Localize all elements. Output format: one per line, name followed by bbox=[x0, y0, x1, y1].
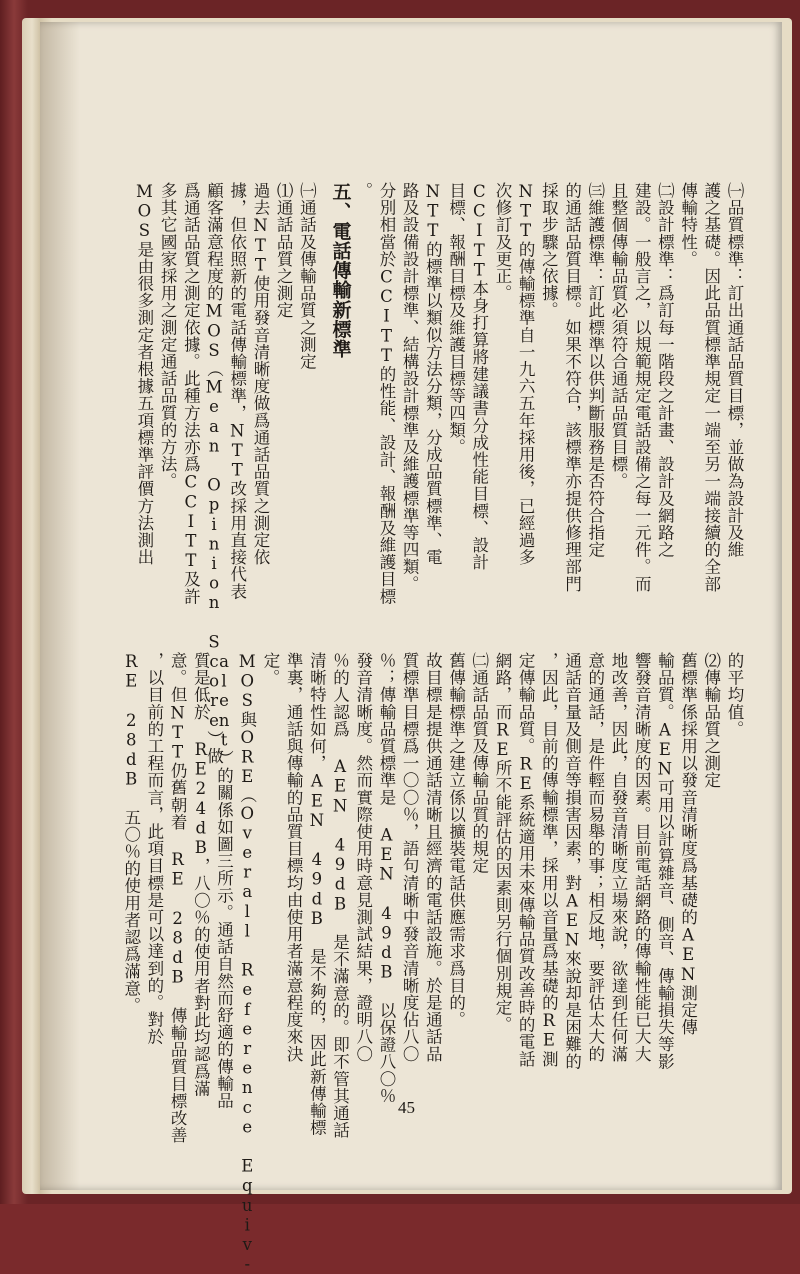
text-column: 過去NTT使用發音清晰度做爲通話品質之測定依 bbox=[250, 182, 270, 566]
text-column: 定。 bbox=[260, 652, 280, 687]
text-column: 網路，而RE所不能評估的因素則另行個別規定。 bbox=[492, 652, 512, 1034]
text-column: 分別相當於CCITT的性能、設計、報酬及維護目標 bbox=[376, 182, 396, 605]
text-column: MOS是由很多測定者根據五項標準評價方法測出 bbox=[134, 182, 154, 566]
page-number: 45 bbox=[398, 1098, 415, 1117]
text-column: 輸品質。AEN可用以計算雜音、側音、傳輸損失等影 bbox=[655, 652, 675, 1070]
text-column: 目標、報酬目標及維護目標等四類。 bbox=[446, 182, 466, 456]
text-column: 顧客滿意程度的MOS（Mean Opinion Score）做 bbox=[204, 182, 224, 765]
text-column: ，以目前的工程而言，此項目標是可以達到的。對於 bbox=[144, 652, 164, 1046]
text-column: 地改善，因此，自發音清晰度立場來說，欲達到任何滿 bbox=[608, 652, 628, 1063]
text-column: 質標準目標爲一〇〇％，語句清晰中發音清晰度佔八〇 bbox=[400, 652, 420, 1063]
text-column: 且整個傳輸品質必須符合通話品質目標。 bbox=[608, 182, 628, 490]
text-column: 通話音量及側音等損害因素，對AEN來說却是困難的 bbox=[562, 652, 582, 1070]
text-column: 。 bbox=[353, 182, 373, 200]
text-column: 舊傳輸標準之建立係以擴裝電話供應需求爲目的。 bbox=[446, 652, 466, 1029]
text-column: 傳輸特性。 bbox=[678, 182, 698, 268]
text-column: RE 28dB 五〇％的使用者認爲滿意。 bbox=[121, 652, 141, 1014]
subsection-heading: ㈠通話及傳輸品質之測定 bbox=[297, 182, 317, 371]
text-column: 清晰特性如何，AEN 49dB 是不夠的，因此新傳輸標 bbox=[307, 652, 327, 1137]
text-column: ，因此，目前的傳輸標準，採用以音量爲基礎的RE測 bbox=[539, 652, 559, 1068]
text-column: alent）的關係如圖三所示。通話自然而舒適的傳輸品 bbox=[214, 652, 234, 1110]
text-column: CCITT本身打算將建議書分成性能目標、設計 bbox=[469, 182, 489, 571]
text-column: 定傳輸品質。RE系統適用未來傳輸品質改善時的電話 bbox=[516, 652, 536, 1068]
text-column: 護之基礎。因此品質標準規定一端至另一端接續的全部 bbox=[701, 182, 721, 593]
text-column: MOS與ORE（Overall Reference Equiv- bbox=[237, 652, 257, 1274]
text-column: 採取步驟之依據。 bbox=[539, 182, 559, 319]
text-column: 爲通話品質之測定依據。此種方法亦爲CCITT及許 bbox=[181, 182, 201, 605]
subsection-heading: ⑵傳輸品質之測定 bbox=[701, 652, 721, 789]
text-column: ㈢維護標準：訂此標準以供判斷服務是否符合指定 bbox=[585, 182, 605, 559]
text-column: ％的人認爲 AEN 49dB 是不滿意的。即不管其通話 bbox=[330, 652, 350, 1139]
text-column: 次修訂及更正。 bbox=[492, 182, 512, 302]
section-heading: 五、電話傳輸新標準 bbox=[329, 182, 352, 359]
text-column: 響發音清晰度的因素。目前電話網路的傳輸性能已大大 bbox=[632, 652, 652, 1063]
text-column: 故目標是提供通話清晰且經濟的電話設施。於是通話品 bbox=[423, 652, 443, 1063]
text-column: 舊標準係採用以發音清晰度爲基礎的AEN測定傳 bbox=[678, 652, 698, 1036]
text-column: NTT的傳輸標準自一九六五年採用後，已經過多 bbox=[516, 182, 536, 566]
text-column: 意。但NTT仍舊朝着 RE 28dB 傳輸品質目標改善 bbox=[168, 652, 188, 1144]
text-column: 建設。一般言之，以規範規定電話設備之每一元件。而 bbox=[632, 182, 652, 593]
text-column: 的通話品質目標。如果不符合，該標準亦提供修理部門 bbox=[562, 182, 582, 593]
gutter-shadow bbox=[40, 22, 80, 1190]
text-column: ㈡設計標準：爲訂每一階段之計畫、設計及網路之 bbox=[655, 182, 675, 559]
text-column: 路及設備設計標準、結構設計標準及維護標準等四類。 bbox=[400, 182, 420, 593]
text-column: 準裏，通話與傳輸的品質目標均由使用者滿意程度來決 bbox=[284, 652, 304, 1063]
text-column: NTT的標準以類似方法分類，分成品質標準、電 bbox=[423, 182, 443, 566]
subsection-heading: ㈡通話品質及傳輸品質的規定 bbox=[469, 652, 489, 875]
subsection-heading: ⑴通話品質之測定 bbox=[274, 182, 294, 319]
text-column: 據，但依照新的電話傳輸標準，NTT改採用直接代表 bbox=[227, 182, 247, 600]
text-column: 質是低於 RE24dB，八〇％的使用者對此均認爲滿 bbox=[191, 652, 211, 1097]
text-column: 意的通話，是件輕而易舉的事；相反地，要評估太大的 bbox=[585, 652, 605, 1063]
text-column: ㈠品質標準：訂出通話品質目標，並做為設計及維 bbox=[725, 182, 744, 559]
text-column: ％；傳輸品質標準是 AEN 49dB 以保證八〇％ bbox=[376, 652, 396, 1105]
text-column: 的平均值。 bbox=[725, 652, 744, 738]
text-column: 多其它國家採用之測定通話品質的方法。 bbox=[158, 182, 178, 490]
text-column: 發音清晰度。然而實際使用時意見測試結果，證明八〇 bbox=[353, 652, 373, 1063]
